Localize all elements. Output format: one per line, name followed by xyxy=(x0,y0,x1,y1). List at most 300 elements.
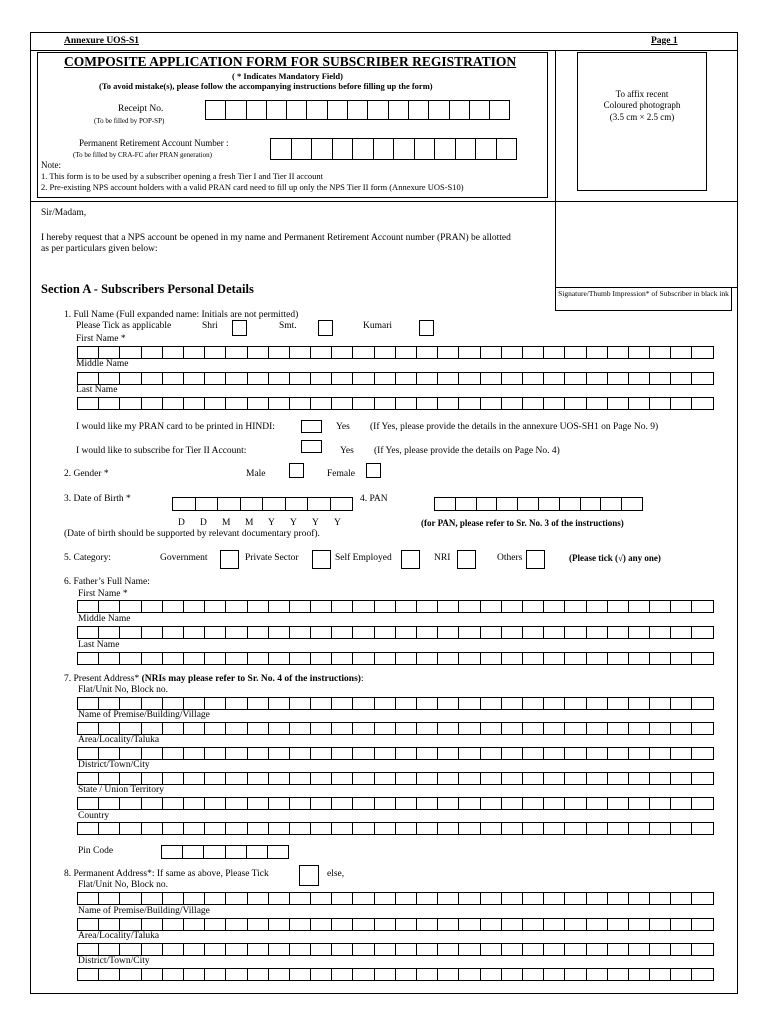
char-box[interactable] xyxy=(290,397,311,410)
char-box[interactable] xyxy=(650,722,671,735)
char-box[interactable] xyxy=(99,600,120,613)
char-box[interactable] xyxy=(671,722,692,735)
char-box[interactable] xyxy=(560,497,581,511)
pan-boxes[interactable] xyxy=(434,497,643,511)
char-box[interactable] xyxy=(523,346,544,359)
char-box[interactable] xyxy=(671,918,692,931)
char-box[interactable] xyxy=(502,822,523,835)
char-box[interactable] xyxy=(544,892,565,905)
char-box[interactable] xyxy=(163,652,184,665)
char-box[interactable] xyxy=(248,652,269,665)
char-box[interactable] xyxy=(263,497,286,511)
char-box[interactable] xyxy=(248,697,269,710)
char-box[interactable] xyxy=(99,626,120,639)
char-box[interactable] xyxy=(78,822,99,835)
char-box[interactable] xyxy=(692,943,713,956)
char-box[interactable] xyxy=(650,892,671,905)
char-box[interactable] xyxy=(311,600,332,613)
char-box[interactable] xyxy=(205,943,226,956)
char-box[interactable] xyxy=(332,943,353,956)
char-box[interactable] xyxy=(565,397,586,410)
char-box[interactable] xyxy=(565,918,586,931)
char-box[interactable] xyxy=(523,797,544,810)
char-box[interactable] xyxy=(417,797,438,810)
char-box[interactable] xyxy=(269,892,290,905)
char-box[interactable] xyxy=(544,918,565,931)
char-box[interactable] xyxy=(608,918,629,931)
char-box[interactable] xyxy=(248,892,269,905)
char-box[interactable] xyxy=(692,747,713,760)
char-box[interactable] xyxy=(78,626,99,639)
char-box[interactable] xyxy=(353,600,374,613)
kumari-checkbox[interactable] xyxy=(419,320,434,336)
char-box[interactable] xyxy=(608,822,629,835)
present-area-boxes[interactable] xyxy=(77,747,714,760)
char-box[interactable] xyxy=(650,797,671,810)
char-box[interactable] xyxy=(142,797,163,810)
char-box[interactable] xyxy=(375,722,396,735)
char-box[interactable] xyxy=(629,918,650,931)
char-box[interactable] xyxy=(587,600,608,613)
char-box[interactable] xyxy=(565,626,586,639)
char-box[interactable] xyxy=(120,797,141,810)
char-box[interactable] xyxy=(544,346,565,359)
char-box[interactable] xyxy=(269,943,290,956)
char-box[interactable] xyxy=(692,822,713,835)
char-box[interactable] xyxy=(163,346,184,359)
char-box[interactable] xyxy=(142,943,163,956)
char-box[interactable] xyxy=(353,138,374,160)
char-box[interactable] xyxy=(587,346,608,359)
char-box[interactable] xyxy=(470,100,490,120)
female-checkbox[interactable] xyxy=(366,463,381,478)
char-box[interactable] xyxy=(290,892,311,905)
char-box[interactable] xyxy=(459,397,480,410)
char-box[interactable] xyxy=(269,652,290,665)
char-box[interactable] xyxy=(99,747,120,760)
char-box[interactable] xyxy=(394,138,415,160)
char-box[interactable] xyxy=(226,397,247,410)
char-box[interactable] xyxy=(332,968,353,981)
char-box[interactable] xyxy=(417,772,438,785)
char-box[interactable] xyxy=(435,138,456,160)
char-box[interactable] xyxy=(587,822,608,835)
char-box[interactable] xyxy=(184,968,205,981)
char-box[interactable] xyxy=(565,346,586,359)
char-box[interactable] xyxy=(353,968,374,981)
char-box[interactable] xyxy=(396,722,417,735)
char-box[interactable] xyxy=(587,918,608,931)
char-box[interactable] xyxy=(99,397,120,410)
char-box[interactable] xyxy=(650,652,671,665)
receipt-number-boxes[interactable] xyxy=(205,100,510,120)
char-box[interactable] xyxy=(523,772,544,785)
char-box[interactable] xyxy=(205,722,226,735)
char-box[interactable] xyxy=(78,943,99,956)
char-box[interactable] xyxy=(348,100,368,120)
government-checkbox[interactable] xyxy=(220,550,239,569)
char-box[interactable] xyxy=(629,943,650,956)
char-box[interactable] xyxy=(78,652,99,665)
char-box[interactable] xyxy=(396,397,417,410)
char-box[interactable] xyxy=(544,600,565,613)
char-box[interactable] xyxy=(587,626,608,639)
char-box[interactable] xyxy=(311,822,332,835)
char-box[interactable] xyxy=(184,372,205,385)
char-box[interactable] xyxy=(477,497,498,511)
char-box[interactable] xyxy=(286,497,309,511)
char-box[interactable] xyxy=(332,397,353,410)
char-box[interactable] xyxy=(565,772,586,785)
char-box[interactable] xyxy=(205,822,226,835)
char-box[interactable] xyxy=(269,372,290,385)
char-box[interactable] xyxy=(78,397,99,410)
char-box[interactable] xyxy=(629,397,650,410)
char-box[interactable] xyxy=(99,772,120,785)
char-box[interactable] xyxy=(205,918,226,931)
char-box[interactable] xyxy=(587,892,608,905)
char-box[interactable] xyxy=(481,943,502,956)
char-box[interactable] xyxy=(375,968,396,981)
char-box[interactable] xyxy=(163,600,184,613)
father-first-name-boxes[interactable] xyxy=(77,600,714,613)
char-box[interactable] xyxy=(375,652,396,665)
char-box[interactable] xyxy=(587,652,608,665)
char-box[interactable] xyxy=(120,772,141,785)
char-box[interactable] xyxy=(226,822,247,835)
char-box[interactable] xyxy=(671,652,692,665)
char-box[interactable] xyxy=(581,497,602,511)
char-box[interactable] xyxy=(353,822,374,835)
char-box[interactable] xyxy=(671,372,692,385)
char-box[interactable] xyxy=(459,747,480,760)
char-box[interactable] xyxy=(184,892,205,905)
char-box[interactable] xyxy=(459,943,480,956)
char-box[interactable] xyxy=(375,346,396,359)
char-box[interactable] xyxy=(608,372,629,385)
char-box[interactable] xyxy=(438,918,459,931)
char-box[interactable] xyxy=(184,797,205,810)
char-box[interactable] xyxy=(120,918,141,931)
char-box[interactable] xyxy=(396,918,417,931)
char-box[interactable] xyxy=(311,772,332,785)
char-box[interactable] xyxy=(523,968,544,981)
char-box[interactable] xyxy=(608,346,629,359)
smt-checkbox[interactable] xyxy=(318,320,333,336)
char-box[interactable] xyxy=(248,600,269,613)
char-box[interactable] xyxy=(438,600,459,613)
char-box[interactable] xyxy=(622,497,643,511)
char-box[interactable] xyxy=(287,100,307,120)
char-box[interactable] xyxy=(650,943,671,956)
char-box[interactable] xyxy=(435,497,456,511)
char-box[interactable] xyxy=(226,722,247,735)
char-box[interactable] xyxy=(692,372,713,385)
char-box[interactable] xyxy=(290,652,311,665)
char-box[interactable] xyxy=(99,968,120,981)
char-box[interactable] xyxy=(120,372,141,385)
char-box[interactable] xyxy=(417,892,438,905)
char-box[interactable] xyxy=(438,697,459,710)
char-box[interactable] xyxy=(248,968,269,981)
char-box[interactable] xyxy=(308,497,331,511)
char-box[interactable] xyxy=(650,772,671,785)
char-box[interactable] xyxy=(78,892,99,905)
char-box[interactable] xyxy=(205,600,226,613)
char-box[interactable] xyxy=(565,968,586,981)
char-box[interactable] xyxy=(587,397,608,410)
char-box[interactable] xyxy=(671,397,692,410)
char-box[interactable] xyxy=(396,600,417,613)
char-box[interactable] xyxy=(78,747,99,760)
char-box[interactable] xyxy=(226,797,247,810)
char-box[interactable] xyxy=(142,722,163,735)
char-box[interactable] xyxy=(375,626,396,639)
char-box[interactable] xyxy=(142,697,163,710)
char-box[interactable] xyxy=(268,845,289,859)
char-box[interactable] xyxy=(332,697,353,710)
char-box[interactable] xyxy=(459,968,480,981)
char-box[interactable] xyxy=(544,722,565,735)
char-box[interactable] xyxy=(692,918,713,931)
tier2-yes-checkbox[interactable] xyxy=(301,440,322,453)
char-box[interactable] xyxy=(565,943,586,956)
char-box[interactable] xyxy=(417,600,438,613)
char-box[interactable] xyxy=(205,652,226,665)
char-box[interactable] xyxy=(368,100,388,120)
char-box[interactable] xyxy=(269,697,290,710)
char-box[interactable] xyxy=(544,626,565,639)
char-box[interactable] xyxy=(396,772,417,785)
char-box[interactable] xyxy=(671,943,692,956)
char-box[interactable] xyxy=(205,772,226,785)
char-box[interactable] xyxy=(78,772,99,785)
char-box[interactable] xyxy=(78,797,99,810)
char-box[interactable] xyxy=(142,372,163,385)
char-box[interactable] xyxy=(184,397,205,410)
char-box[interactable] xyxy=(629,797,650,810)
char-box[interactable] xyxy=(629,892,650,905)
pran-boxes[interactable] xyxy=(270,138,517,160)
char-box[interactable] xyxy=(353,652,374,665)
char-box[interactable] xyxy=(409,100,429,120)
char-box[interactable] xyxy=(120,697,141,710)
char-box[interactable] xyxy=(456,497,477,511)
char-box[interactable] xyxy=(311,626,332,639)
char-box[interactable] xyxy=(608,397,629,410)
char-box[interactable] xyxy=(481,918,502,931)
char-box[interactable] xyxy=(417,372,438,385)
char-box[interactable] xyxy=(99,652,120,665)
char-box[interactable] xyxy=(375,797,396,810)
char-box[interactable] xyxy=(375,600,396,613)
char-box[interactable] xyxy=(142,747,163,760)
char-box[interactable] xyxy=(587,747,608,760)
char-box[interactable] xyxy=(565,652,586,665)
char-box[interactable] xyxy=(78,918,99,931)
char-box[interactable] xyxy=(226,772,247,785)
char-box[interactable] xyxy=(523,600,544,613)
char-box[interactable] xyxy=(163,697,184,710)
char-box[interactable] xyxy=(502,722,523,735)
char-box[interactable] xyxy=(587,722,608,735)
char-box[interactable] xyxy=(608,968,629,981)
char-box[interactable] xyxy=(290,626,311,639)
char-box[interactable] xyxy=(184,600,205,613)
char-box[interactable] xyxy=(438,652,459,665)
char-box[interactable] xyxy=(184,652,205,665)
char-box[interactable] xyxy=(456,138,477,160)
permanent-district-boxes[interactable] xyxy=(77,968,714,981)
char-box[interactable] xyxy=(375,918,396,931)
char-box[interactable] xyxy=(142,346,163,359)
char-box[interactable] xyxy=(459,918,480,931)
char-box[interactable] xyxy=(375,372,396,385)
char-box[interactable] xyxy=(162,845,183,859)
char-box[interactable] xyxy=(331,497,354,511)
char-box[interactable] xyxy=(332,372,353,385)
char-box[interactable] xyxy=(692,346,713,359)
char-box[interactable] xyxy=(417,747,438,760)
char-box[interactable] xyxy=(226,372,247,385)
char-box[interactable] xyxy=(396,747,417,760)
same-address-checkbox[interactable] xyxy=(299,865,319,886)
char-box[interactable] xyxy=(438,892,459,905)
char-box[interactable] xyxy=(248,626,269,639)
char-box[interactable] xyxy=(539,497,560,511)
char-box[interactable] xyxy=(311,747,332,760)
char-box[interactable] xyxy=(671,772,692,785)
char-box[interactable] xyxy=(671,747,692,760)
char-box[interactable] xyxy=(438,722,459,735)
char-box[interactable] xyxy=(226,918,247,931)
char-box[interactable] xyxy=(332,626,353,639)
char-box[interactable] xyxy=(205,626,226,639)
char-box[interactable] xyxy=(417,722,438,735)
char-box[interactable] xyxy=(184,918,205,931)
char-box[interactable] xyxy=(650,600,671,613)
char-box[interactable] xyxy=(248,943,269,956)
char-box[interactable] xyxy=(629,600,650,613)
char-box[interactable] xyxy=(226,845,247,859)
char-box[interactable] xyxy=(438,747,459,760)
char-box[interactable] xyxy=(502,397,523,410)
char-box[interactable] xyxy=(650,626,671,639)
char-box[interactable] xyxy=(450,100,470,120)
char-box[interactable] xyxy=(269,397,290,410)
char-box[interactable] xyxy=(226,892,247,905)
char-box[interactable] xyxy=(290,747,311,760)
char-box[interactable] xyxy=(205,397,226,410)
char-box[interactable] xyxy=(333,138,354,160)
char-box[interactable] xyxy=(163,722,184,735)
char-box[interactable] xyxy=(692,600,713,613)
char-box[interactable] xyxy=(459,722,480,735)
char-box[interactable] xyxy=(481,600,502,613)
char-box[interactable] xyxy=(375,397,396,410)
char-box[interactable] xyxy=(163,372,184,385)
char-box[interactable] xyxy=(544,397,565,410)
char-box[interactable] xyxy=(205,346,226,359)
char-box[interactable] xyxy=(226,100,246,120)
char-box[interactable] xyxy=(204,845,225,859)
char-box[interactable] xyxy=(438,397,459,410)
char-box[interactable] xyxy=(311,722,332,735)
char-box[interactable] xyxy=(218,497,241,511)
char-box[interactable] xyxy=(396,892,417,905)
char-box[interactable] xyxy=(608,747,629,760)
char-box[interactable] xyxy=(650,372,671,385)
char-box[interactable] xyxy=(396,652,417,665)
char-box[interactable] xyxy=(650,697,671,710)
char-box[interactable] xyxy=(269,600,290,613)
char-box[interactable] xyxy=(120,722,141,735)
char-box[interactable] xyxy=(459,600,480,613)
char-box[interactable] xyxy=(99,722,120,735)
char-box[interactable] xyxy=(587,772,608,785)
char-box[interactable] xyxy=(248,372,269,385)
char-box[interactable] xyxy=(184,772,205,785)
char-box[interactable] xyxy=(184,747,205,760)
char-box[interactable] xyxy=(497,138,518,160)
char-box[interactable] xyxy=(601,497,622,511)
present-premise-boxes[interactable] xyxy=(77,722,714,735)
char-box[interactable] xyxy=(290,600,311,613)
char-box[interactable] xyxy=(587,697,608,710)
char-box[interactable] xyxy=(502,918,523,931)
char-box[interactable] xyxy=(629,747,650,760)
char-box[interactable] xyxy=(120,626,141,639)
permanent-premise-boxes[interactable] xyxy=(77,918,714,931)
char-box[interactable] xyxy=(311,797,332,810)
char-box[interactable] xyxy=(290,968,311,981)
char-box[interactable] xyxy=(99,892,120,905)
char-box[interactable] xyxy=(608,600,629,613)
char-box[interactable] xyxy=(481,772,502,785)
nri-checkbox[interactable] xyxy=(457,550,476,569)
char-box[interactable] xyxy=(629,626,650,639)
present-country-boxes[interactable] xyxy=(77,822,714,835)
char-box[interactable] xyxy=(163,747,184,760)
char-box[interactable] xyxy=(332,797,353,810)
char-box[interactable] xyxy=(311,943,332,956)
char-box[interactable] xyxy=(290,772,311,785)
char-box[interactable] xyxy=(629,372,650,385)
present-state-boxes[interactable] xyxy=(77,797,714,810)
char-box[interactable] xyxy=(120,346,141,359)
char-box[interactable] xyxy=(544,968,565,981)
char-box[interactable] xyxy=(608,943,629,956)
char-box[interactable] xyxy=(417,697,438,710)
char-box[interactable] xyxy=(99,797,120,810)
char-box[interactable] xyxy=(332,722,353,735)
char-box[interactable] xyxy=(650,822,671,835)
char-box[interactable] xyxy=(269,797,290,810)
char-box[interactable] xyxy=(248,822,269,835)
char-box[interactable] xyxy=(417,652,438,665)
char-box[interactable] xyxy=(692,772,713,785)
char-box[interactable] xyxy=(99,346,120,359)
char-box[interactable] xyxy=(629,772,650,785)
char-box[interactable] xyxy=(248,772,269,785)
middle-name-boxes[interactable] xyxy=(77,372,714,385)
char-box[interactable] xyxy=(565,600,586,613)
char-box[interactable] xyxy=(502,626,523,639)
char-box[interactable] xyxy=(206,100,226,120)
char-box[interactable] xyxy=(226,626,247,639)
char-box[interactable] xyxy=(523,697,544,710)
char-box[interactable] xyxy=(248,797,269,810)
